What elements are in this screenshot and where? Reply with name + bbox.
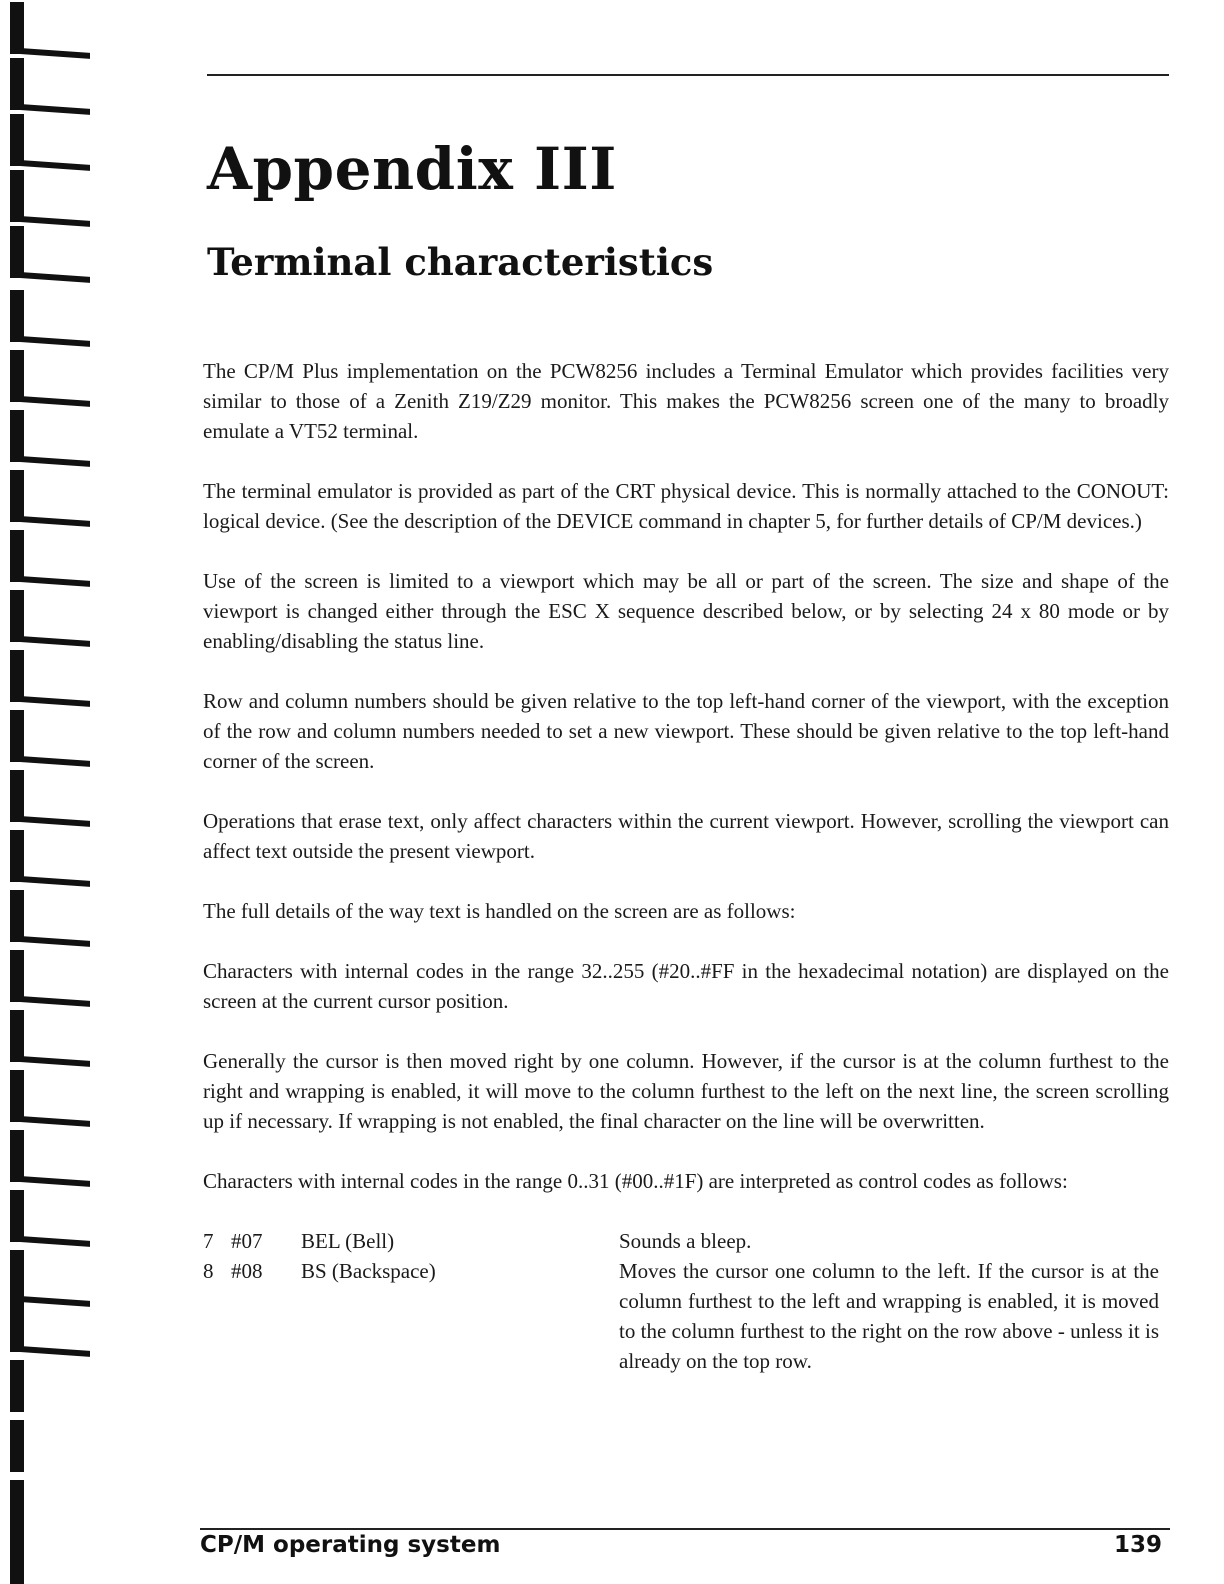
binding-mark: [10, 290, 24, 342]
code-description: Sounds a bleep.: [619, 1229, 752, 1253]
code-description: Moves the cursor one column to the left. If the cursor is at the column furthest to the left and wrapping is enabled, it is moved to the column furthest to the right on the row above - unless it is already on the top row.: [619, 1259, 1159, 1373]
binding-marks: [10, 0, 100, 1584]
control-code-row: [203, 1256, 1169, 1376]
paragraph: Generally the cursor is then moved right by one column. However, if the cursor is at the column furthest to the right and wrapping is enabled, it will move to the column furthest to the left on the next line, the screen scrolling up if necessary. If wrapping is not enabled, the final character on the line will be overwritten.: [203, 1049, 1169, 1133]
page-subtitle: Terminal characteristics: [207, 240, 714, 284]
paragraph: Operations that erase text, only affect characters within the current viewport. However, scrolling the viewport can affect text outside the present viewport.: [203, 809, 1169, 863]
binding-mark: [10, 1300, 24, 1352]
code-name: BEL (Bell): [301, 1229, 395, 1253]
binding-mark: [10, 1420, 24, 1472]
code-decimal: 7: [203, 1229, 214, 1253]
footer-title: CP/M operating system: [200, 1532, 501, 1558]
code-decimal: 8: [203, 1259, 214, 1283]
paragraph: The CP/M Plus implementation on the PCW8256 includes a Terminal Emulator which provides facilities very similar to those of a Zenith Z19/Z29 monitor. This makes the PCW8256 screen one of the many to broadly emulate a VT52 terminal.: [203, 359, 1169, 443]
control-code-row: [203, 1226, 1169, 1256]
body-text: [203, 356, 1169, 1376]
binding-mark: [10, 114, 24, 166]
binding-mark: [10, 950, 24, 1002]
bottom-rule: [200, 1528, 1170, 1530]
binding-mark: [10, 1532, 24, 1584]
binding-mark: [10, 2, 24, 54]
binding-mark: [10, 170, 24, 222]
binding-mark: [10, 58, 24, 110]
control-code-table: [203, 1226, 1169, 1376]
paragraph: The full details of the way text is handled on the screen are as follows:: [203, 899, 796, 923]
binding-mark: [10, 1360, 24, 1412]
binding-mark: [10, 1480, 24, 1532]
paragraph: Characters with internal codes in the range 32..255 (#20..#FF in the hexadecimal notation) are displayed on the screen at the current cursor position.: [203, 959, 1169, 1013]
binding-mark: [10, 1010, 24, 1062]
code-hex: #08: [231, 1259, 263, 1283]
binding-mark: [10, 770, 24, 822]
page-number: 139: [1113, 1532, 1162, 1558]
binding-mark: [10, 410, 24, 462]
top-rule: [207, 74, 1169, 76]
binding-mark: [10, 890, 24, 942]
binding-mark: [10, 1250, 24, 1302]
paragraph: The terminal emulator is provided as part of the CRT physical device. This is normally attached to the CONOUT: logical device. (See the description of the DEVICE command in chapter 5, for further details of CP/M devices.): [203, 479, 1169, 533]
binding-mark: [10, 350, 24, 402]
paragraph: Use of the screen is limited to a viewport which may be all or part of the screen. The size and shape of the viewport is changed either through the ESC X sequence described below, or by selecting 24 x 80 mode or by enabling/disabling the status line.: [203, 569, 1169, 653]
binding-mark: [10, 226, 24, 278]
binding-mark: [10, 1130, 24, 1182]
binding-mark: [10, 590, 24, 642]
code-hex: #07: [231, 1229, 263, 1253]
binding-mark: [10, 530, 24, 582]
binding-mark: [10, 650, 24, 702]
binding-mark: [10, 710, 24, 762]
paragraph: Characters with internal codes in the range 0..31 (#00..#1F) are interpreted as control codes as follows:: [203, 1169, 1068, 1193]
paragraph: Row and column numbers should be given relative to the top left-hand corner of the viewport, with the exception of the row and column numbers needed to set a new viewport. These should be given relative to the top left-hand corner of the screen.: [203, 689, 1169, 773]
page-title: Appendix III: [207, 135, 617, 203]
code-name: BS (Backspace): [301, 1259, 436, 1283]
binding-mark: [10, 1190, 24, 1242]
binding-mark: [10, 830, 24, 882]
binding-mark: [10, 1070, 24, 1122]
binding-mark: [10, 470, 24, 522]
